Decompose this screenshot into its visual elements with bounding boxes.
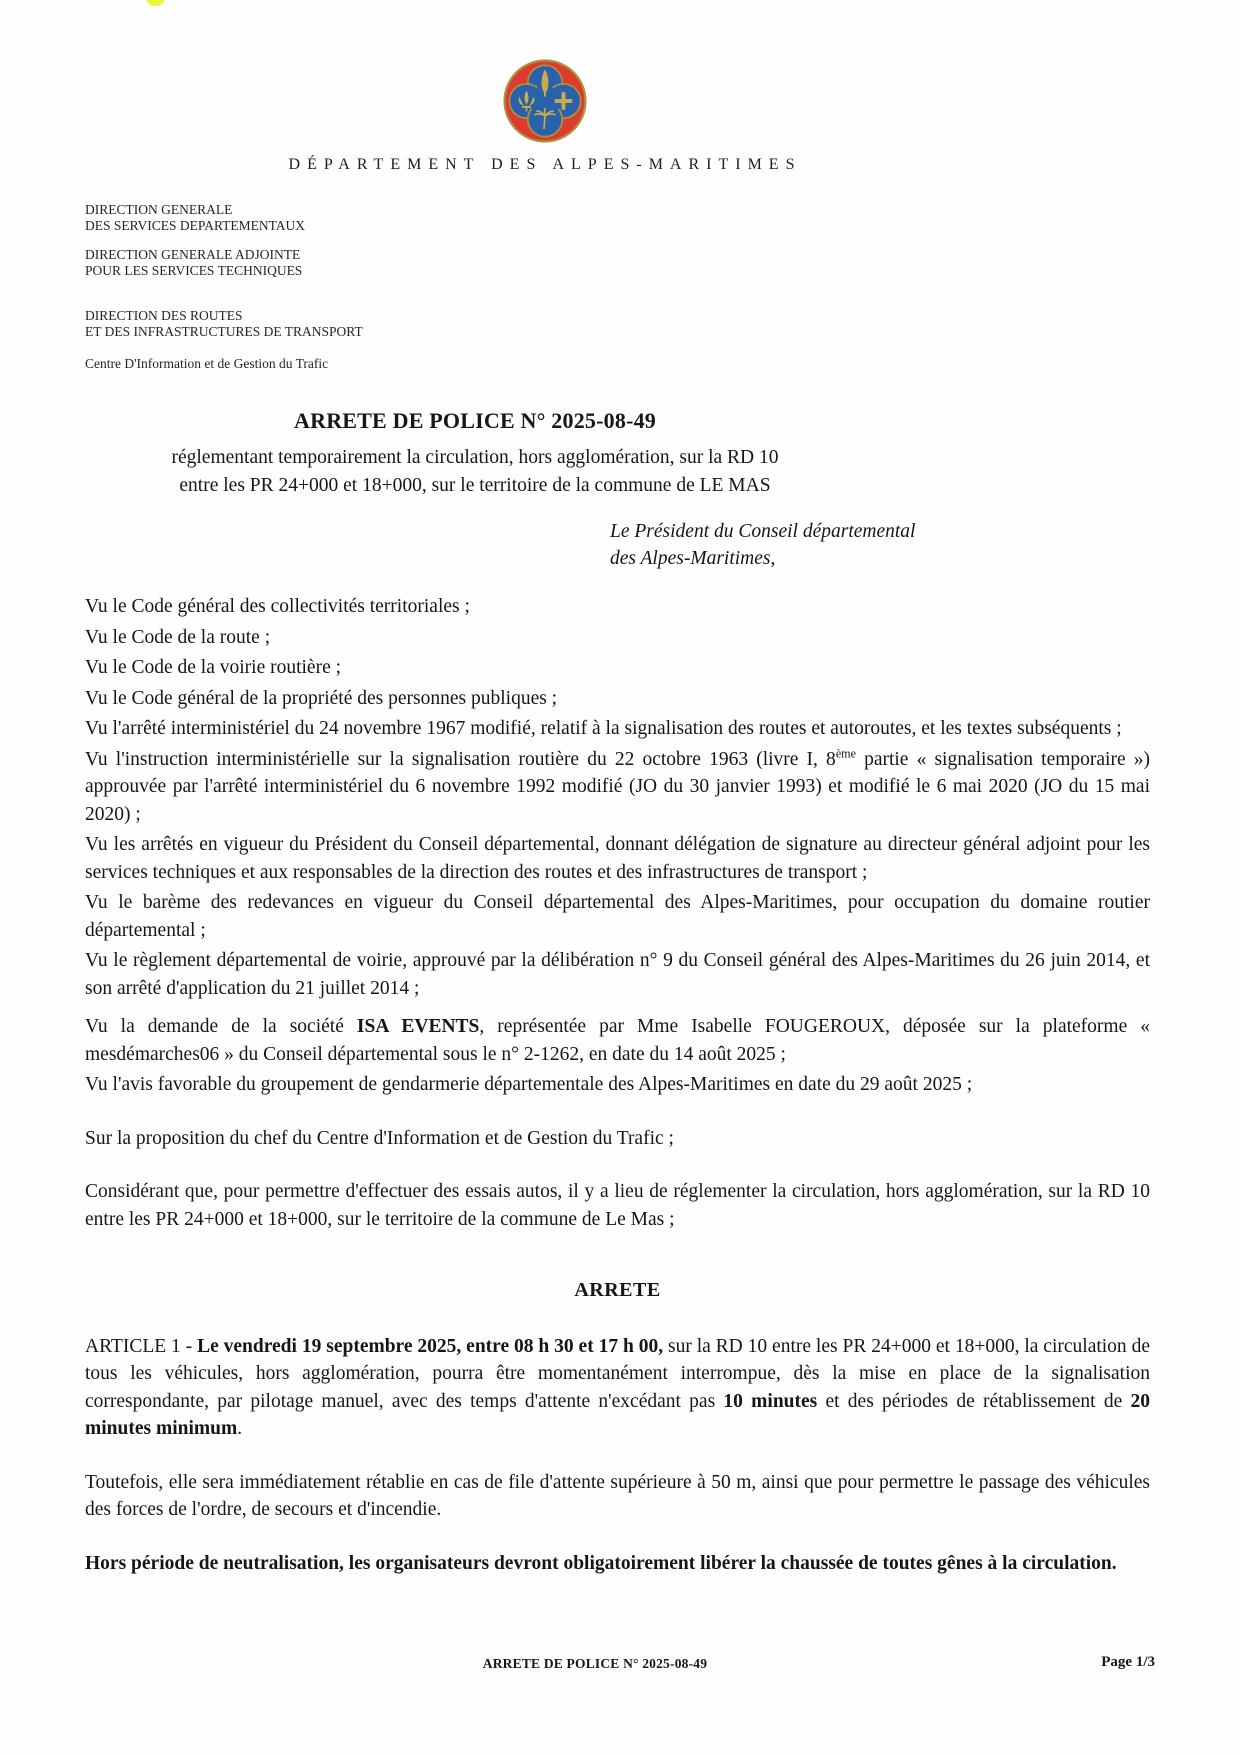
article-1: ARTICLE 1 - Le vendredi 19 septembre 2025, entre 08 h 30 et 17 h 00, sur la RD 10 entre les PR 24+000 et 18+000, la circulation de tous les véhicules, hors agglomération, pourra être momentanément interrompue, dès la mise en place de la signalisation correspondante, par pilotage manuel, avec des temps d'attente n'excédant pas 10 minutes et des périodes de rétablissement de 20 minutes minimum. — [85, 1335, 1150, 1439]
department-name: DÉPARTEMENT DES ALPES-MARITIMES — [288, 156, 802, 173]
letterhead-cigt — [85, 356, 1240, 372]
recital-code-route: Vu le Code de la route ; — [85, 626, 271, 648]
letterhead — [85, 202, 1240, 372]
recital-voirie-routiere: Vu le Code de la voirie routière ; — [85, 657, 342, 678]
document-header — [0, 0, 1090, 174]
alpes-maritimes-emblem-icon — [501, 56, 589, 146]
recital-arrete-1967: Vu l'arrêté interministériel du 24 novembre 1967 modifié, relatif à la signalisation des routes et autoroutes, et les textes subséquents ; — [85, 718, 1122, 739]
document-title: ARRETE DE POLICE N° 2025-08-49 — [294, 408, 656, 433]
letterhead-line: DIRECTION GENERALE ADJOINTE — [85, 247, 301, 262]
document-body — [85, 593, 1150, 1577]
letterhead-line: DIRECTION GENERALE — [85, 202, 233, 217]
letterhead-line: POUR LES SERVICES TECHNIQUES — [85, 263, 303, 278]
salutation-line1: Le Président du Conseil départemental — [610, 521, 916, 542]
recital-collectivites: Vu le Code général des collectivités territoriales ; — [85, 596, 470, 617]
salutation — [610, 518, 1240, 572]
letterhead-direction-generale — [85, 202, 1240, 234]
letterhead-line: Centre D'Information et de Gestion du Trafic — [85, 356, 329, 371]
letterhead-direction-generale-adjointe — [85, 247, 1240, 279]
document-subtitle-line1: réglementant temporairement la circulation, hors agglomération, sur la RD 10 — [171, 447, 779, 468]
letterhead-line: DIRECTION DES ROUTES — [85, 308, 243, 323]
footer-doc-ref: ARRETE DE POLICE N° 2025-08-49 — [482, 1656, 708, 1671]
recital-demande-isa-events: Vu la demande de la société ISA EVENTS, représentée par Mme Isabelle FOUGEROUX, déposée sur la plateforme « mesdémarches06 » du Conseil départemental sous le n° 2-1262, en date du 14 août 2025 ; — [85, 1016, 1151, 1065]
article-toutefois: Toutefois, elle sera immédiatement rétablie en cas de file d'attente supérieure à 50 m, ainsi que pour permettre le passage des véhicules des forces de l'ordre, de secours et d'incendie. — [85, 1471, 1150, 1520]
proposition: Sur la proposition du chef du Centre d'Information et de Gestion du Trafic ; — [85, 1127, 674, 1149]
recital-propriete-publique: Vu le Code général de la propriété des personnes publiques ; — [85, 687, 558, 709]
salutation-line2: des Alpes-Maritimes, — [610, 548, 776, 569]
recital-reglement-voirie: Vu le règlement départemental de voirie, approuvé par la délibération n° 9 du Conseil général des Alpes-Maritimes du 26 juin 2014, et son arrêté d'application du 21 juillet 2014 ; — [85, 950, 1150, 999]
recital-bareme-redevances: Vu le barème des redevances en vigueur du Conseil départemental des Alpes-Maritimes, pour occupation du domaine routier départemental ; — [85, 892, 1150, 941]
arrete-heading: ARRETE — [574, 1279, 661, 1301]
article-hors-periode: Hors période de neutralisation, les organisateurs devront obligatoirement libérer la chaussée de toutes gênes à la circulation. — [85, 1552, 1117, 1574]
recital-delegation-signature: Vu les arrêtés en vigueur du Président du Conseil départemental, donnant délégation de signature au directeur général adjoint pour les services techniques et aux responsables de la direction des routes et des infrastructures de transport ; — [85, 834, 1150, 883]
considerant: Considérant que, pour permettre d'effectuer des essais autos, il y a lieu de réglementer la circulation, hors agglomération, sur la RD 10 entre les PR 24+000 et 18+000, sur le territoire de la commune de Le Mas ; — [85, 1181, 1150, 1230]
letterhead-line: DES SERVICES DEPARTEMENTAUX — [85, 218, 306, 233]
recital-instruction-1963: Vu l'instruction interministérielle sur la signalisation routière du 22 octobre 1963 (livre I, 8ème partie « signalisation temporaire ») approuvée par l'arrêté interministériel du 6 novembre 1992 modifié (JO du 30 janvier 1993) et modifié le 6 mai 2020 (JO du 15 mai 2020) ; — [85, 746, 1150, 825]
recital-avis-gendarmerie: Vu l'avis favorable du groupement de gendarmerie départementale des Alpes-Maritimes en date du 29 août 2025 ; — [85, 1074, 973, 1095]
document-footer — [0, 1656, 1240, 1686]
letterhead-direction-des-routes — [85, 308, 1240, 340]
letterhead-line: ET DES INFRASTRUCTURES DE TRANSPORT — [85, 324, 363, 339]
title-block — [0, 408, 950, 500]
footer-page-number: Page 1/3 — [1101, 1654, 1155, 1670]
document-subtitle-line2: entre les PR 24+000 et 18+000, sur le territoire de la commune de LE MAS — [179, 475, 771, 496]
